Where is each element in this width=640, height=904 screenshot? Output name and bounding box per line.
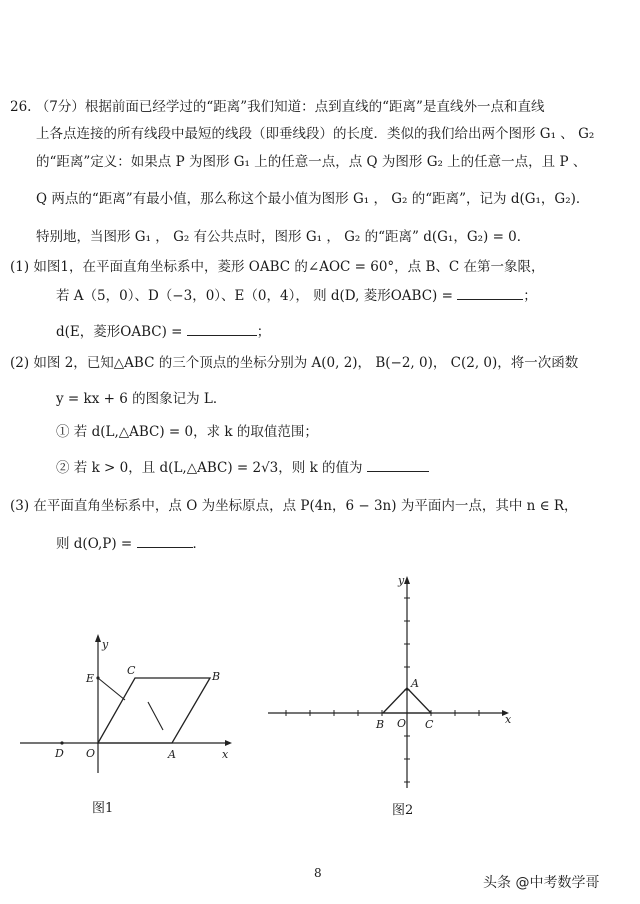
watermark: 头条 @中考数学哥	[483, 875, 600, 891]
figure-2-caption: 图2	[392, 803, 414, 818]
problem-line-7	[56, 286, 537, 305]
figure-2-label-x: x	[505, 713, 512, 726]
problem-line-8	[56, 322, 270, 341]
problem-line-1: 26. （7分）根据前面已经学过的“距离”我们知道：点到直线的“距离”是直线外一点和直线	[10, 99, 545, 115]
figure-2-label-o: O	[397, 717, 407, 730]
problem-line-5: 特别地，当图形 G₁ ， G₂ 有公共点时，图形 G₁ ， G₂ 的“距离” d(G₁，G₂) = 0．	[36, 229, 531, 245]
point-e	[96, 676, 99, 679]
figure-1-diagram	[20, 630, 250, 775]
answer-blank-4[interactable]	[137, 534, 193, 548]
figure-1-label-a: A	[168, 748, 176, 761]
figure-2-label-y: y	[398, 574, 405, 587]
problem-line-6: (1) 如图1，在平面直角坐标系中，菱形 OABC 的∠AOC = 60°，点 B、C 在第一象限，	[10, 259, 545, 275]
answer-blank-3[interactable]	[367, 458, 429, 472]
figure-1-label-y: y	[102, 638, 109, 651]
problem-line-9: (2) 如图 2，已知△ABC 的三个顶点的坐标分别为 A(0, 2)， B(−2, 0)， C(2, 0)，将一次函数	[10, 355, 579, 371]
figure-2-label-a: A	[411, 677, 419, 690]
answer-blank-2[interactable]	[187, 322, 257, 336]
figure-2-label-b: B	[376, 718, 385, 731]
figure-1-label-x: x	[222, 748, 229, 761]
figure-1-label-b: B	[212, 670, 221, 683]
problem-line-4: Q 两点的“距离”有最小值，那么称这个最小值为图形 G₁ ， G₂ 的“距离”，记为 d(G₁，G₂)．	[36, 191, 590, 207]
figure-1-label-d: D	[55, 747, 64, 760]
problem-line-8-text: d(E，菱形OABC) =	[56, 324, 183, 340]
problem-line-7-tail: ；	[523, 288, 537, 304]
problem-line-2: 上各点连接的所有线段中最短的线段（即垂线段）的长度．类似的我们给出两个图形 G₁ 、 G₂	[36, 126, 595, 142]
problem-line-7-text: 若 A（5，0）、D（−3，0）、E（0，4）， 则 d(D, 菱形OABC) =	[56, 288, 453, 304]
problem-line-10: y = kx + 6 的图象记为 L．	[56, 391, 227, 407]
point-d	[60, 741, 63, 744]
figure-1-label-e: E	[86, 672, 95, 685]
figure-1-x-arrow	[225, 740, 232, 746]
figure-1-caption: 图1	[92, 801, 114, 816]
problem-line-12-text: ② 若 k > 0，且 d(L,△ABC) = 2√3，则 k 的值为	[56, 460, 363, 476]
problem-line-3: 的“距离”定义：如果点 P 为图形 G₁ 上的任意一点，点 Q 为图形 G₂ 上的任意一点，且 P 、	[36, 154, 587, 170]
segment-e-c	[98, 678, 125, 700]
figure-1-y-arrow	[95, 634, 101, 642]
problem-line-12	[56, 458, 429, 477]
problem-line-14	[56, 534, 206, 553]
figure-1-label-o: O	[86, 747, 96, 760]
figure-1-label-c: C	[127, 664, 136, 677]
inner-segment	[148, 702, 163, 730]
problem-line-8-tail: ；	[256, 324, 271, 340]
problem-line-13: (3) 在平面直角坐标系中，点 O 为坐标原点，点 P(4n，6 − 3n) 为平面内一点，其中 n ∈ R，	[10, 498, 578, 514]
problem-line-14-tail: ．	[192, 536, 207, 552]
rhombus-oabc	[98, 678, 210, 743]
figure-2-diagram	[262, 570, 522, 790]
figure-2-y-arrow	[404, 576, 410, 584]
problem-line-11: ① 若 d(L,△ABC) = 0，求 k 的取值范围；	[56, 424, 318, 440]
answer-blank-1[interactable]	[457, 286, 523, 300]
figure-2-label-c: C	[425, 718, 434, 731]
page-number: 8	[314, 866, 322, 880]
problem-line-14-text: 则 d(O,P) =	[56, 536, 133, 552]
